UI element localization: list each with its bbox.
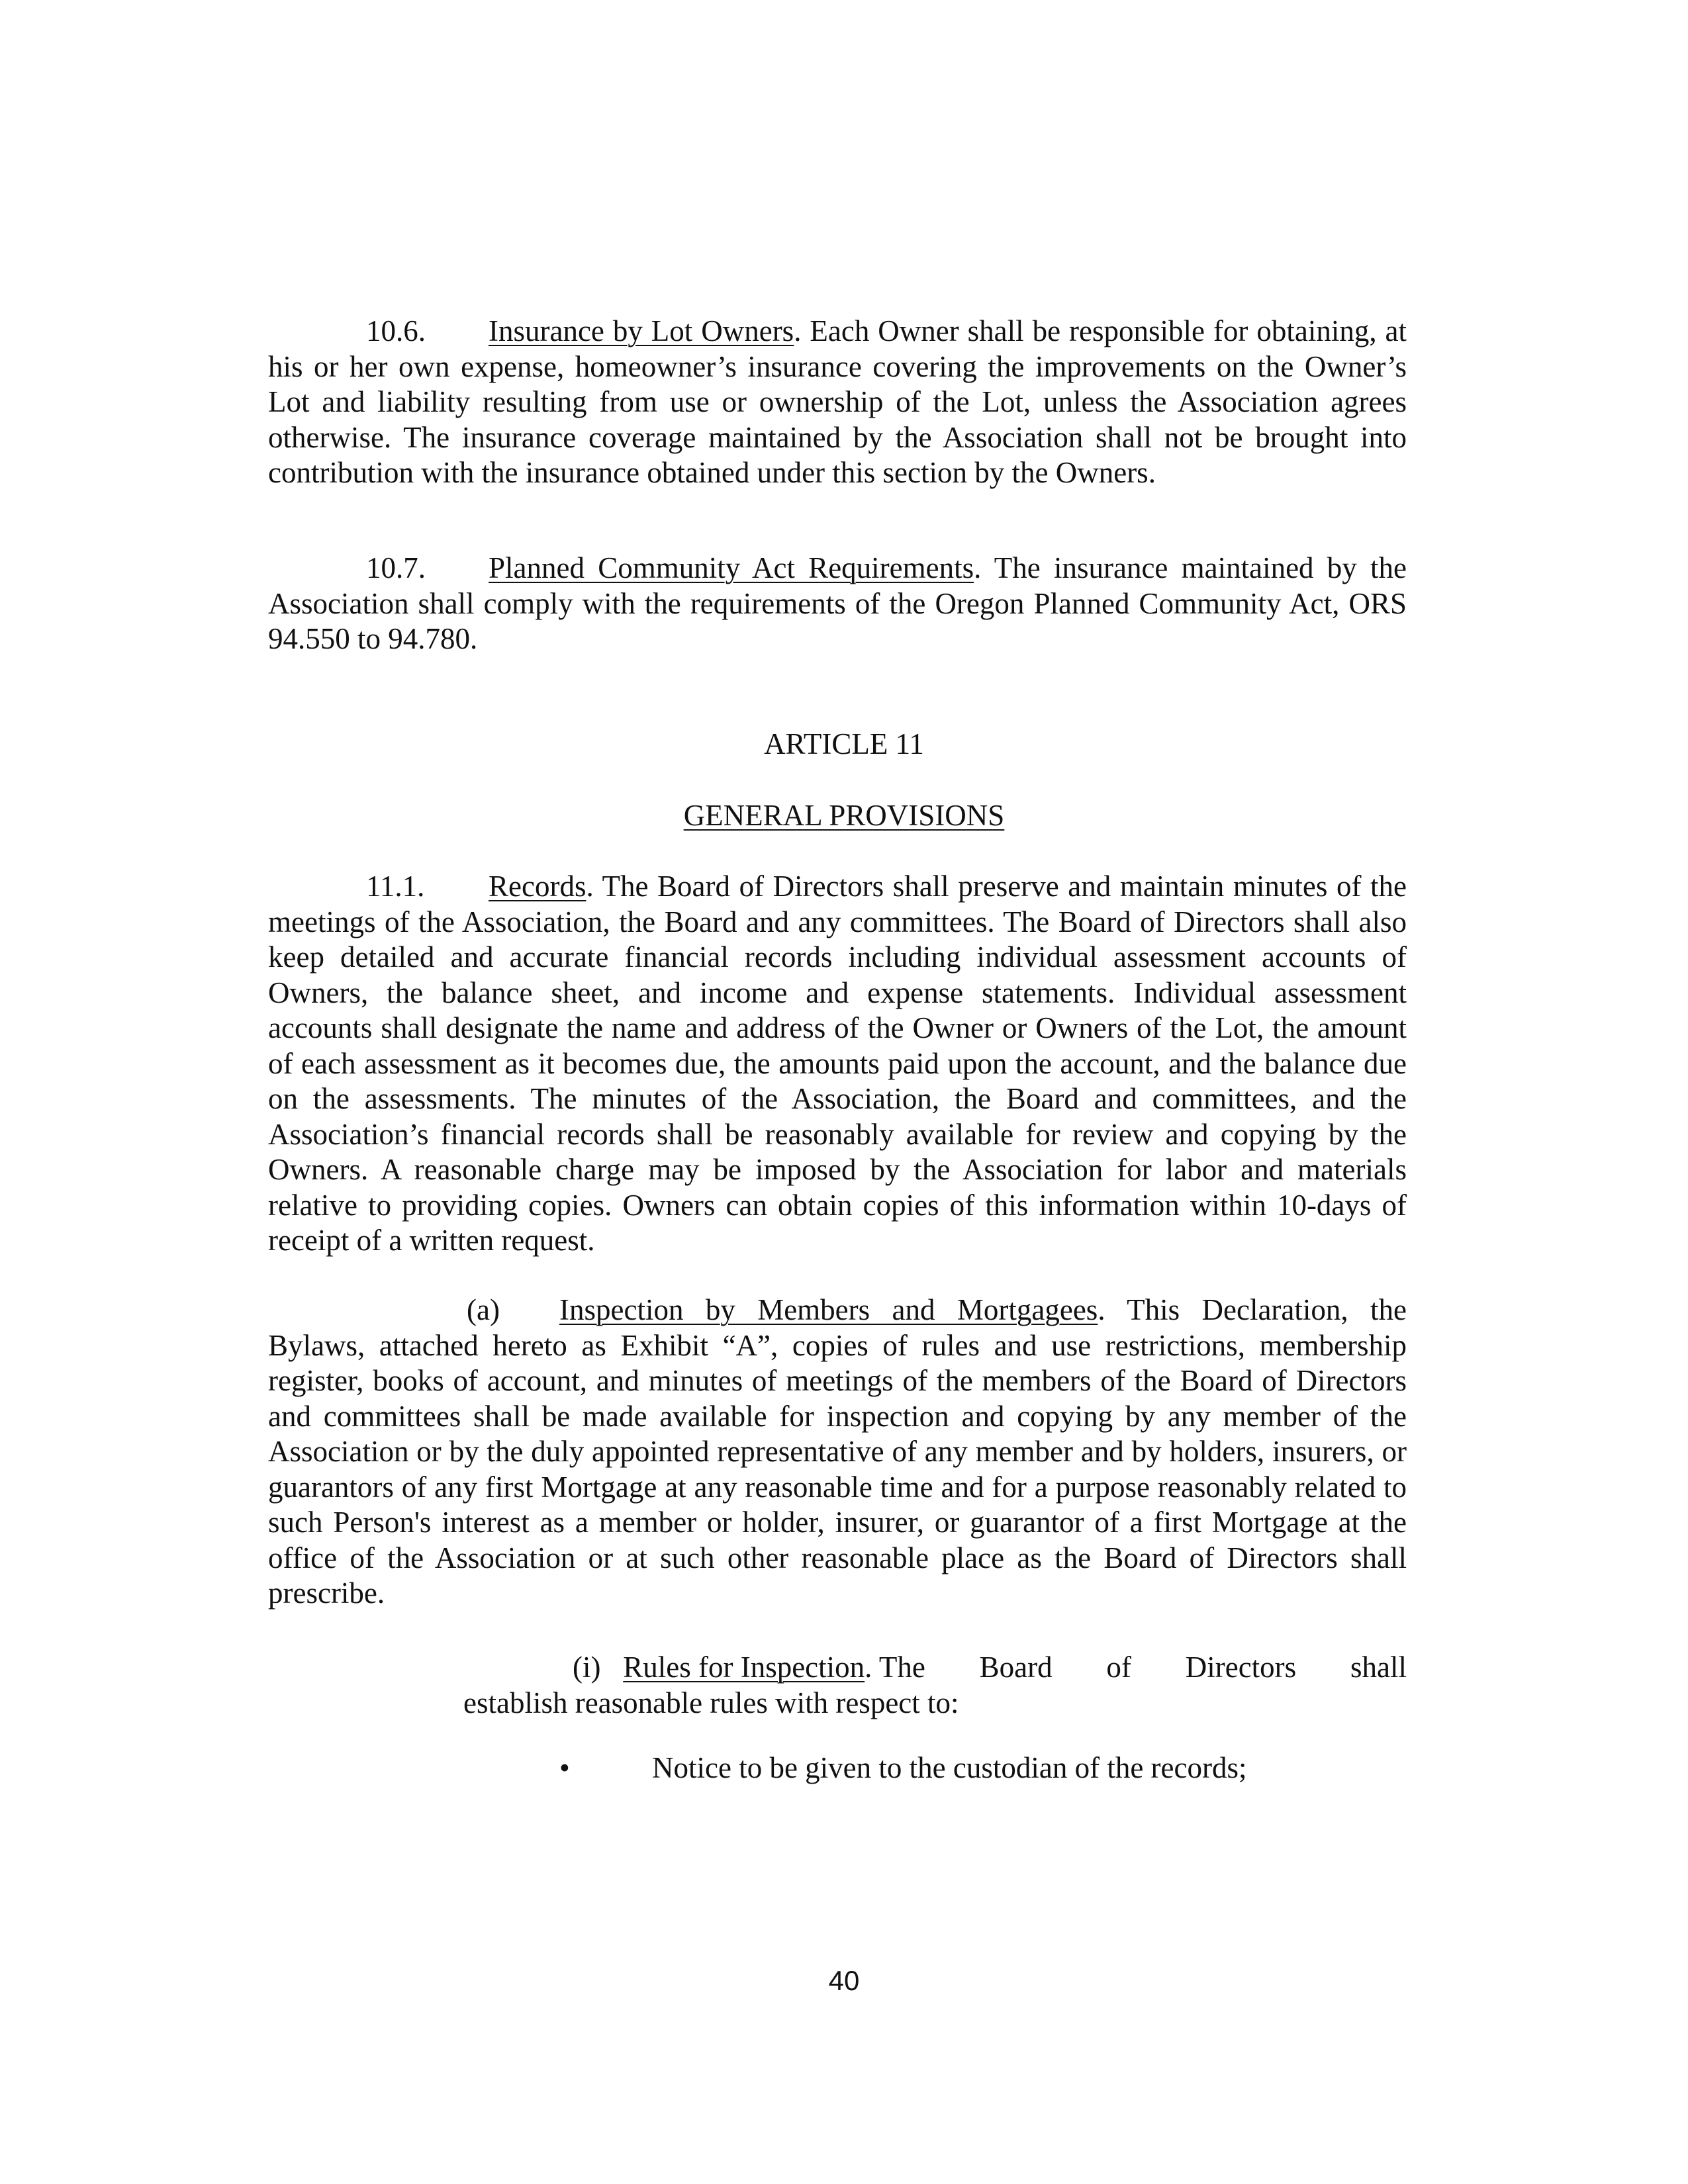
section-10-7	[268, 551, 1407, 657]
bullet-icon: •	[559, 1751, 570, 1784]
subsection-label: (a)	[467, 1293, 500, 1326]
section-number: 10.6.	[366, 314, 426, 347]
section-heading: Insurance by Lot Owners	[489, 314, 794, 347]
subsection-heading: Inspection by Members and Mortgagees	[559, 1293, 1098, 1326]
page-number: 40	[828, 1965, 860, 1996]
bullet-text: Notice to be given to the custodian of the records;	[652, 1751, 1247, 1784]
article-subtitle-text: GENERAL PROVISIONS	[683, 799, 1005, 832]
line-word: shall	[1350, 1651, 1407, 1684]
section-body: . Each Owner shall be responsible for obtaining, at his or her own expense, homeowner’s insurance covering the improvements on the Owner’s Lot and liability resulting from use or ownership of the Lot, unless the Association agrees otherwise. The insurance coverage maintained by the Association shall not be brought into contribution with the insurance obtained under this section by the Owners.	[268, 314, 1407, 489]
section-number: 11.1.	[366, 870, 425, 903]
line-word: of	[1106, 1651, 1131, 1684]
section-heading: Planned Community Act Requirements	[489, 551, 974, 584]
subsection-heading: Rules for Inspection	[623, 1651, 865, 1684]
section-10-6	[268, 314, 1407, 491]
section-body: . The insurance maintained by the Association shall comply with the requirements of the Oregon Planned Community Act, ORS 94.550 to 94.780.	[268, 551, 1407, 655]
section-number: 10.7.	[366, 551, 426, 584]
subsection-i-second-line: establish reasonable rules with respect to:	[463, 1686, 959, 1719]
subsection-i-first-line	[463, 1650, 1407, 1686]
bullet-item	[559, 1751, 1246, 1786]
article-subtitle	[0, 798, 1688, 833]
subsection-a	[268, 1293, 1407, 1612]
section-body: . The Board of Directors shall preserve and maintain minutes of the meetings of the Association, the Board and any committees. The Board of Directors shall also keep detailed and accurate financial records including individual assessment accounts of Owners, the balance sheet, and income and expense statements. Individual assessment accounts shall designate the name and address of the Owner or Owners of the Lot, the amount of each assessment as it becomes due, the amounts paid upon the account, and the balance due on the assessments. The minutes of the Association, the Board and committees, and the Association’s financial records shall be reasonably available for review and copying by the Owners. A reasonable charge may be imposed by the Association for labor and materials relative to providing copies. Owners can obtain copies of this information within 10-days of receipt of a written request.	[268, 870, 1407, 1257]
line-word: . The	[865, 1651, 925, 1684]
section-11-1	[268, 869, 1407, 1259]
subsection-i	[463, 1650, 1407, 1721]
line-word: Directors	[1185, 1651, 1297, 1684]
subsection-i-lead	[573, 1650, 925, 1686]
subsection-label: (i)	[573, 1651, 601, 1684]
article-title: ARTICLE 11	[764, 727, 924, 760]
line-word: Board	[979, 1651, 1053, 1684]
section-heading: Records	[489, 870, 586, 903]
subsection-body: . This Declaration, the Bylaws, attached hereto as Exhibit “A”, copies of rules and use restrictions, membership register, books of account, and minutes of meetings of the members of the Board of Directors and committees shall be made available for inspection and copying by any member of the Association or by the duly appointed representative of any member and by holders, insurers, or guarantors of any first Mortgage at any reasonable time and for a purpose reasonably related to such Person's interest as a member or holder, insurer, or guarantor of a first Mortgage at the office of the Association or at such other reasonable place as the Board of Directors shall prescribe.	[268, 1293, 1407, 1610]
